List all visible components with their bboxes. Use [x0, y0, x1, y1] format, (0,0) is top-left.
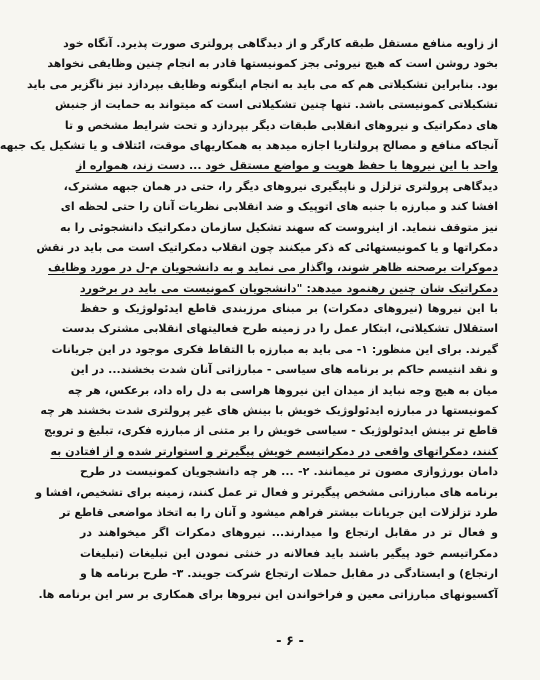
text-line: استقلال تشکیلاتی، ابتکار عمل را در زمینه طرح فعالیتهای انقلابی مشترک بدست: [61, 322, 498, 336]
text-line: بود. بنابراین تشکیلاتی هم که می باید به انجام اینگونه وظایف بپردازد نیز ناگزیر می باید: [27, 77, 498, 91]
text-line: از زاویه منافع مستقل طبقه کارگر و از دیدگاهی پرولتری صورت پذیرد. آنگاه خود: [63, 37, 498, 50]
text-line: نیز متوقف ننماید. از اینروست که سهند تشکیل سازمان دمکراتیک دانشجوئی را به: [59, 220, 498, 234]
text-line: دمکراتها و یا کمونیستهائی که ذکر میکنند چون انقلاب دمکراتیک است می باید در نقش: [36, 240, 498, 254]
text-line: آنجاکه منافع و مصالح پرولتاریا اجازه میدهد به همکاریهای موقت، ائتلاف و یا تشکیل یک جبهه: [0, 138, 498, 152]
text-line: میان به هیچ وجه نباید از میدان این نیروها هراسی به دل راه داد، برعکس، هر چه: [67, 383, 498, 397]
text-line: قاطع تر بینش ایدئولوژیک - سیاسی خویش را بر متنی از مبارزه فکری، تبلیغ و ترویج: [44, 424, 498, 438]
text-line: گیرند. برای این منظور: ۱- می باید به مبارزه با التقاط فکری موجود در این جریانات: [51, 342, 498, 356]
text-line: دمکراتیک شان چنین رهنمود میدهد: "دانشجویان کمونیست می باید در برخورد: [80, 281, 498, 295]
text-line: با این نیروها (نیروهای دمکرات) بر مبنای مرزبندی قاطع ایدئولوژیک و حفظ: [80, 302, 498, 316]
text-line: افشا کند و مبارزه با جنبه های اتوپیک و ضد انقلابی نظریات آنان را حتی لحظه ای: [60, 200, 498, 214]
text-line: های دمکراتیک و نیروهای انقلابی طبقات دیگر بپردازد و تحت شرایط مشخص و تا: [64, 118, 498, 132]
text-line: بخود روشن است که هیچ نیروئی بجز کمونیستها قادر به انجام چنین وظایفی نخواهد: [47, 57, 498, 71]
text-line: دمکراتیسم خود پیگیر باشند باید فعالانه در خنثی نمودن این تبلیغات (تبلیغات: [80, 546, 498, 560]
text-line: و فعال تر در مقابل ارتجاع وا میدارند... نیروهای دمکرات اگر میخواهند در: [80, 526, 498, 540]
text-line: کمونیستها در مبارزه ایدئولوژیک خویش با بینش های غیر پرولتری شدت بخشند هر چه: [40, 404, 498, 418]
text-line: دموکرات برصحنه ظاهر شوند، واگذار می نماید و به دانشجویان م-ل در مورد وظایف: [48, 261, 498, 275]
text-line: واحد با این نیروها با حفظ هویت و مواضع مستقل خود ... دست زند، همواره از: [75, 159, 498, 173]
text-line: دامان بورژوازی مصون تر میمانند. ۲- ... هر چه دانشجویان کمونیست در طرح: [80, 465, 498, 479]
text-line: و نقد انتیسم حاکم بر برنامه های سیاسی - مبارزاتی آنان شدت بخشند... در این: [70, 363, 498, 377]
text-line: کنند، دمکراتهای واقعی در دمکراتیسم خویش پیگیرتر و استوارتر شده و از افتادن به: [50, 444, 498, 458]
text-line: طرد تزلزلات این جریانات بیشتر فراهم میشود و آنان را به اتخاذ مواضعی قاطع تر: [59, 505, 498, 519]
text-line: ارتجاع) و ایستادگی در مقابل حملات ارتجاع شرکت جویند. ۳- طرح برنامه ها و: [80, 567, 499, 581]
text-line: تشکیلاتی کمونیستی باشد. تنها چنین تشکیلاتی است که میتواند به حمایت از جنبش: [55, 98, 498, 112]
body-text: [0, 34, 499, 605]
text-line: دیدگاهی پرولتری تزلزل و ناپیگیری نیروهای دیگر را، حتی در همان جبهه مشترک،: [63, 179, 498, 193]
text-line: برنامه های مبارزاتی مشخص پیگیرتر و فعال تر عمل کنند، زمینه برای تشخیص، افشا و: [35, 485, 498, 499]
text-line: آکسیونهای مبارزاتی معین و فراخواندن این نیروها برای همکاری بر سر این برنامه ها.: [38, 587, 498, 601]
page-number: - ۶ -: [276, 634, 304, 649]
